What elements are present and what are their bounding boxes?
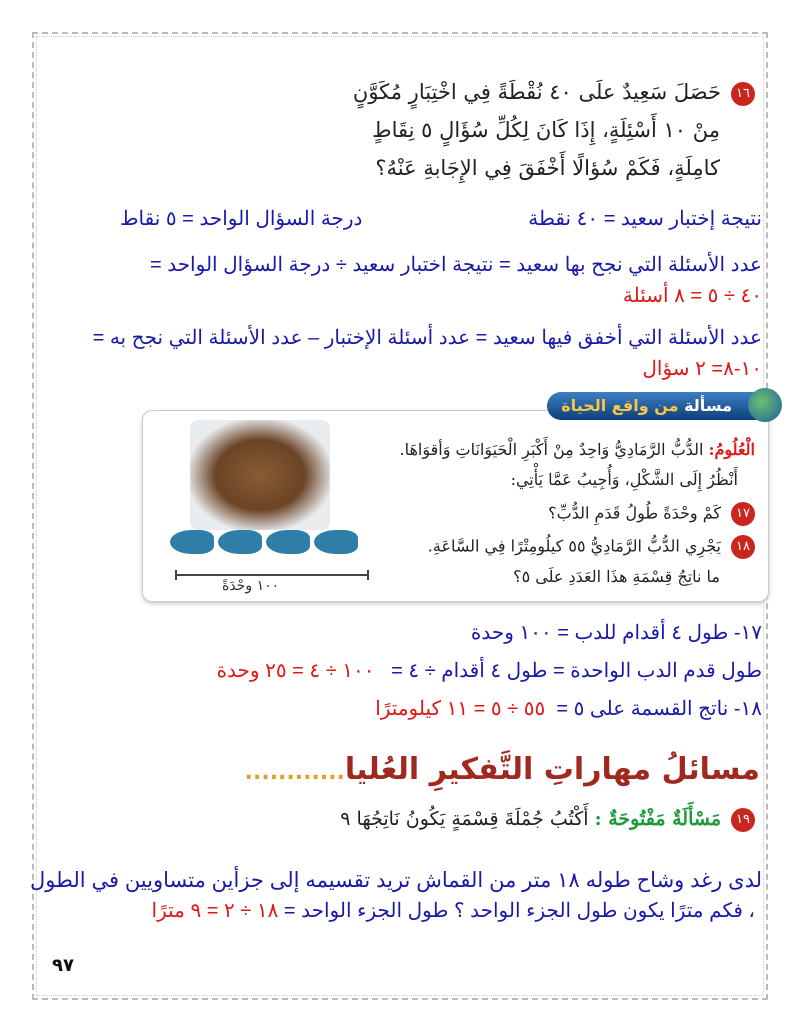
q17-text: كَمْ وحْدَةً طُولُ قَدَمِ الدُّبِّ؟: [548, 503, 721, 523]
answer16-points: درجة السؤال الواحد = ٥ نقاط: [120, 208, 363, 230]
answer19-line2: [152, 898, 755, 923]
answer18-line: [375, 696, 762, 721]
answer19-result: ١٨ ÷ ٢ = ٩ مترًا: [151, 900, 279, 922]
bear-image: [190, 420, 330, 530]
answer17-line2: [217, 658, 762, 683]
hots-heading-text: مسائلُ مهاراتِ التَّفكيرِ العُليا: [344, 752, 760, 787]
paw-icon: [170, 530, 214, 554]
q18-text-2: ما ناتِجُ قِسْمَةِ هذَا العَدَدِ علَى ٥؟: [513, 567, 720, 586]
answer16-score: نتيجة إختبار سعيد = ٤٠ نقطة: [528, 208, 762, 230]
instruction: أَنْظُرُ إِلَى الشَّكْلِ، وَأُجِيبُ عَمَّا يَأْتِي:: [510, 470, 738, 489]
q17-number-badge: ١٧: [731, 502, 755, 526]
q17-line: [548, 502, 755, 526]
banner-prefix: مسألة: [684, 396, 732, 415]
paw-icon: [218, 530, 262, 554]
q16-line-1: [353, 80, 755, 106]
q19-line: [340, 808, 755, 832]
q19-label: مَسْأَلَةٌ مَفْتُوحَةٌ :: [594, 808, 721, 830]
banner-rest: من واقع الحياة: [561, 396, 679, 415]
answer17-result: ١٠٠ ÷ ٤ = ٢٥ وحدة: [216, 660, 375, 682]
paw-icon: [266, 530, 310, 554]
answer16-passed-result: ٤٠ ÷ ٥ = ٨ أسئلة: [622, 285, 762, 307]
q16-line-2: مِنْ ١٠ أَسْئِلَةٍ، إِذَا كَانَ لِكُلِّ سُؤَالٍ ٥ نِقَاطٍ: [372, 118, 720, 142]
hots-dots: ............: [244, 760, 345, 785]
hots-heading: [245, 752, 760, 787]
ruler-label: ١٠٠ وحْدَةً: [222, 578, 280, 594]
q16-line-3: كامِلَةٍ، فَكَمْ سُؤالًا أَخْفَقَ فِي الإِجَابةِ عَنْهُ؟: [375, 156, 720, 180]
q19-number-badge: ١٩: [731, 808, 755, 832]
q16-text-1: حَصَلَ سَعِيدٌ علَى ٤٠ نُقْطَةً فِي اخْتِبَارٍ مُكَوَّنٍ: [352, 80, 721, 104]
answer18-formula: ١٨- ناتج القسمة على ٥ =: [556, 698, 762, 720]
answer19-question: ، فكم مترًا يكون طول الجزء الواحد ؟ طول الجزء الواحد =: [283, 900, 755, 922]
paw-icon: [314, 530, 358, 554]
answer16-failed-result: ١٠-٨= ٢ سؤال: [642, 358, 762, 380]
answer18-result: ٥٥ ÷ ٥ = ١١ كيلومترًا: [375, 698, 546, 720]
q18-number-badge: ١٨: [731, 535, 755, 559]
q18-line: [428, 535, 755, 559]
q18-text-1: يَجْرِي الدُّبُّ الرَّمَادِيُّ ٥٥ كيلُومِتْرًا فِي السَّاعَةِ.: [427, 536, 721, 556]
answer16-failed-formula: عدد الأسئلة التي أخفق فيها سعيد = عدد أسئلة الإختبار – عدد الأسئلة التي نجح به =: [92, 327, 762, 349]
q16-number-badge: ١٦: [731, 82, 755, 106]
science-label: الْعُلُومُ:: [708, 440, 755, 459]
q19-text: أَكْتُبُ جُمْلَةَ قِسْمَةٍ يَكُونُ نَاتِجُهَا ٩: [340, 808, 589, 830]
answer19-line1: لدى رغد وشاح طوله ١٨ متر من القماش تريد تقسيمه إلى جزأين متساويين في الطول: [30, 869, 762, 892]
real-life-banner: [547, 392, 770, 420]
answer17-line1: ١٧- طول ٤ أقدام للدب = ١٠٠ وحدة: [470, 622, 762, 644]
answer16-passed-formula: عدد الأسئلة التي نجح بها سعيد = نتيجة اختبار سعيد ÷ درجة السؤال الواحد =: [149, 254, 762, 276]
science-text: الدُّبُّ الرَّمَادِيُّ وَاحِدٌ مِنْ أَكْبَرِ الْحَيَوَانَاتِ وَأقوَاهَا.: [399, 440, 704, 459]
globe-icon: [748, 388, 782, 422]
bear-paw-prints: [170, 530, 365, 560]
page-number: ٩٧: [52, 955, 74, 976]
science-line: [400, 440, 756, 459]
answer17-formula: طول قدم الدب الواحدة = طول ٤ أقدام ÷ ٤ =: [391, 660, 762, 682]
